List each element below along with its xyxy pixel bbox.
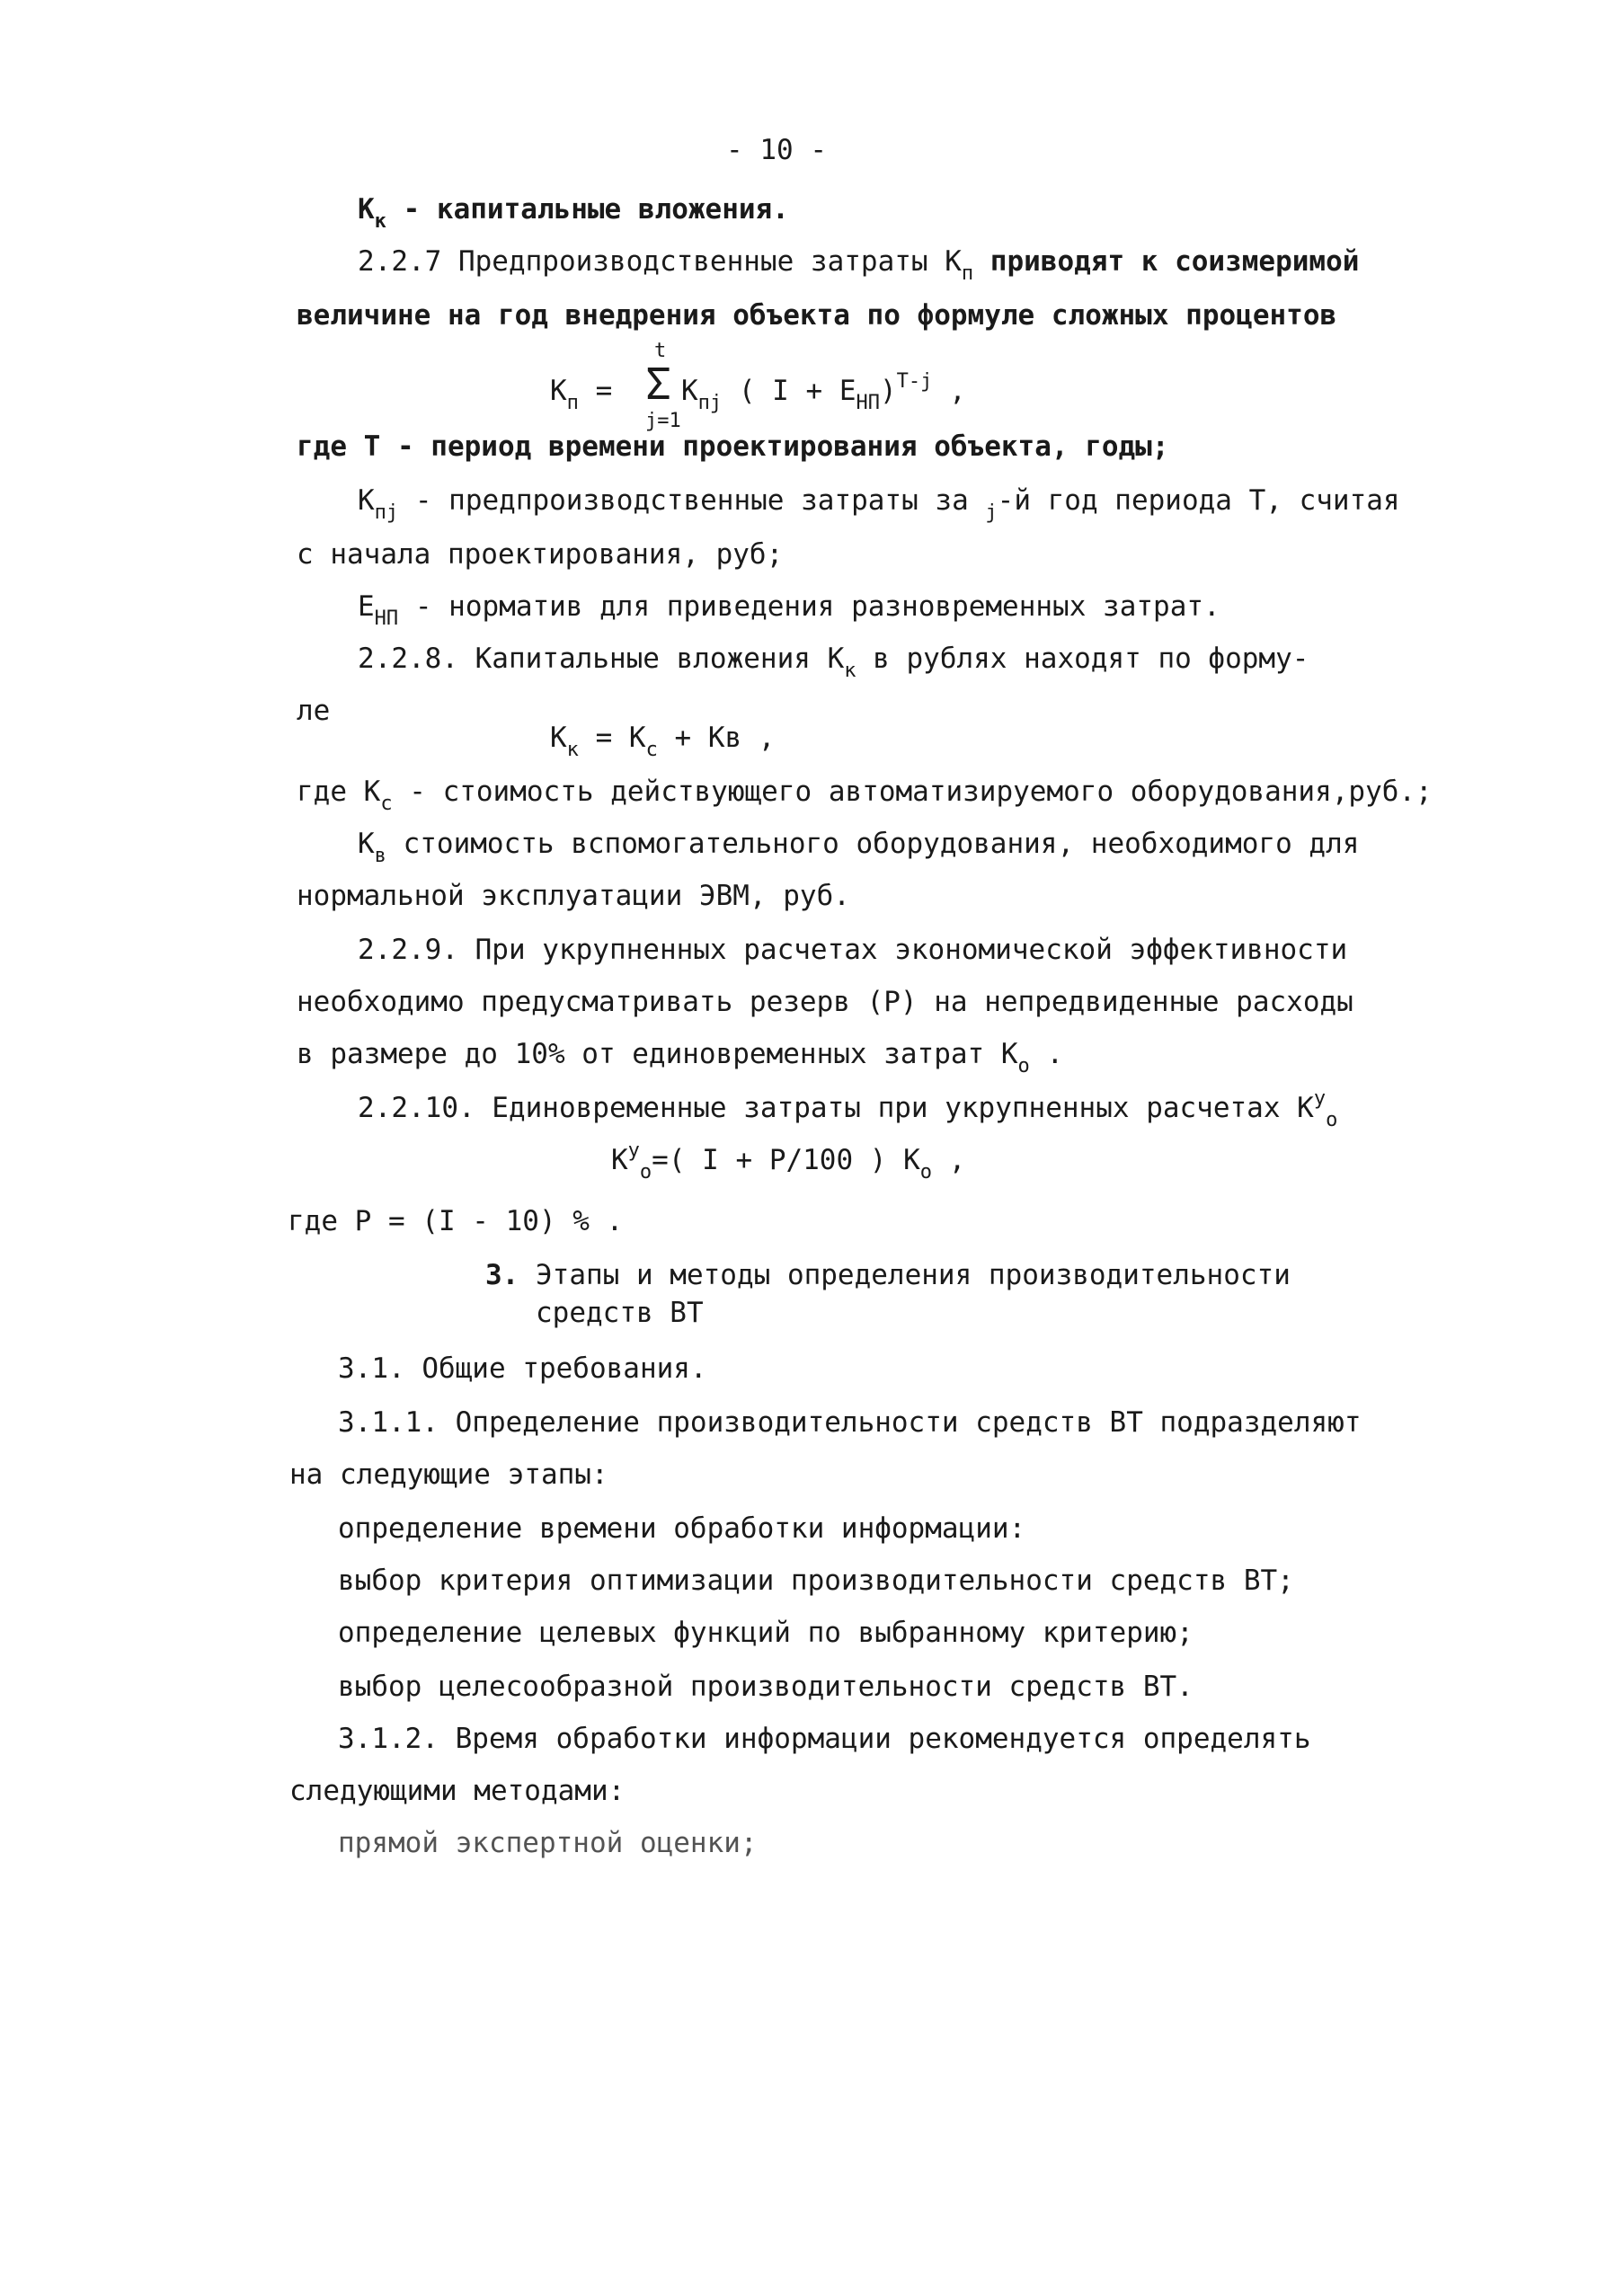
text-line: 2.2.10. Единовременные затраты при укрупненных расчетах $К^у_о$: [358, 1087, 1338, 1131]
subsection-heading: 3.1. Общие требования.: [338, 1352, 707, 1385]
list-item: определение времени обработки информации:: [338, 1512, 1026, 1545]
page-number: - 10 -: [726, 134, 827, 166]
text-line: 3.1.2. Время обработки информации рекомендуется определять: [338, 1723, 1311, 1755]
sum-lower-limit: j=1: [645, 410, 681, 432]
text-line: $К_в$ стоимость вспомогательного оборудования, необходимого для: [358, 828, 1360, 867]
formula-one-time-costs: $К^у_о=$( I + Р/100 ) $К_о$ ,: [611, 1139, 966, 1183]
text-line: 2.2.9. При укрупненных расчетах экономической эффективности: [358, 934, 1348, 966]
text-line: с начала проектирования, руб;: [297, 538, 784, 571]
list-item: прямой экспертной оценки;: [338, 1827, 758, 1859]
text-line: где Т - период времени проектирования объекта, годы;: [297, 430, 1169, 463]
sigma-symbol: Σ: [645, 359, 671, 410]
list-item: выбор критерия оптимизации производительности средств ВТ;: [338, 1565, 1294, 1597]
formula-preproduction-costs: $К_п$ =: [550, 375, 613, 414]
text-line: $К_{пj}$ - предпроизводственные затраты за $_j$-й год периода Т, считая: [358, 484, 1400, 524]
text-line: величине на год внедрения объекта по формуле сложных процентов: [297, 299, 1337, 332]
sum-upper-limit: t: [654, 340, 667, 362]
section-heading-cont: средств ВТ: [536, 1297, 704, 1329]
section-heading: 3. Этапы и методы определения производительности: [485, 1259, 1291, 1291]
text-line: где Р = (I - 10) % .: [288, 1205, 624, 1237]
sum-operator: [643, 341, 679, 440]
text-line: $Е_{НП}$ - норматив для приведения разновременных затрат.: [358, 590, 1220, 630]
text-line: 3.1.1. Определение производительности средств ВТ подразделяют: [338, 1406, 1362, 1439]
text-line: в размере до 10% от единовременных затрат $К_о$ .: [297, 1038, 1064, 1077]
formula-capital-investments: $К_к = К_с$ + Кв ,: [550, 722, 776, 761]
text-line: 2.2.8. Капитальные вложения $К_к$ в рублях находят по форму-: [358, 643, 1309, 682]
text-line: на следующие этапы:: [289, 1458, 608, 1491]
text-line: необходимо предусматривать резерв (Р) на непредвиденные расходы: [297, 986, 1353, 1018]
text-line: $К_к$ - капитальные вложения.: [358, 193, 789, 233]
text-line: где $К_с$ - стоимость действующего автоматизируемого оборудования,руб.;: [297, 776, 1433, 815]
formula-preproduction-costs-body: $К_{пj}$ ( $I + Е_{НП})^{T-j}$ ,: [681, 370, 966, 414]
list-item: определение целевых функций по выбранному критерию;: [338, 1617, 1194, 1649]
text-line: нормальной эксплуатации ЭВМ, руб.: [297, 880, 850, 912]
text-line: 2.2.7 Предпроизводственные затраты $К_п$ приводят к соизмеримой: [358, 245, 1360, 285]
list-item: выбор целесообразной производительности средств ВТ.: [338, 1671, 1194, 1703]
text-line: следующими методами:: [289, 1775, 626, 1807]
text-line: ле: [297, 695, 331, 727]
